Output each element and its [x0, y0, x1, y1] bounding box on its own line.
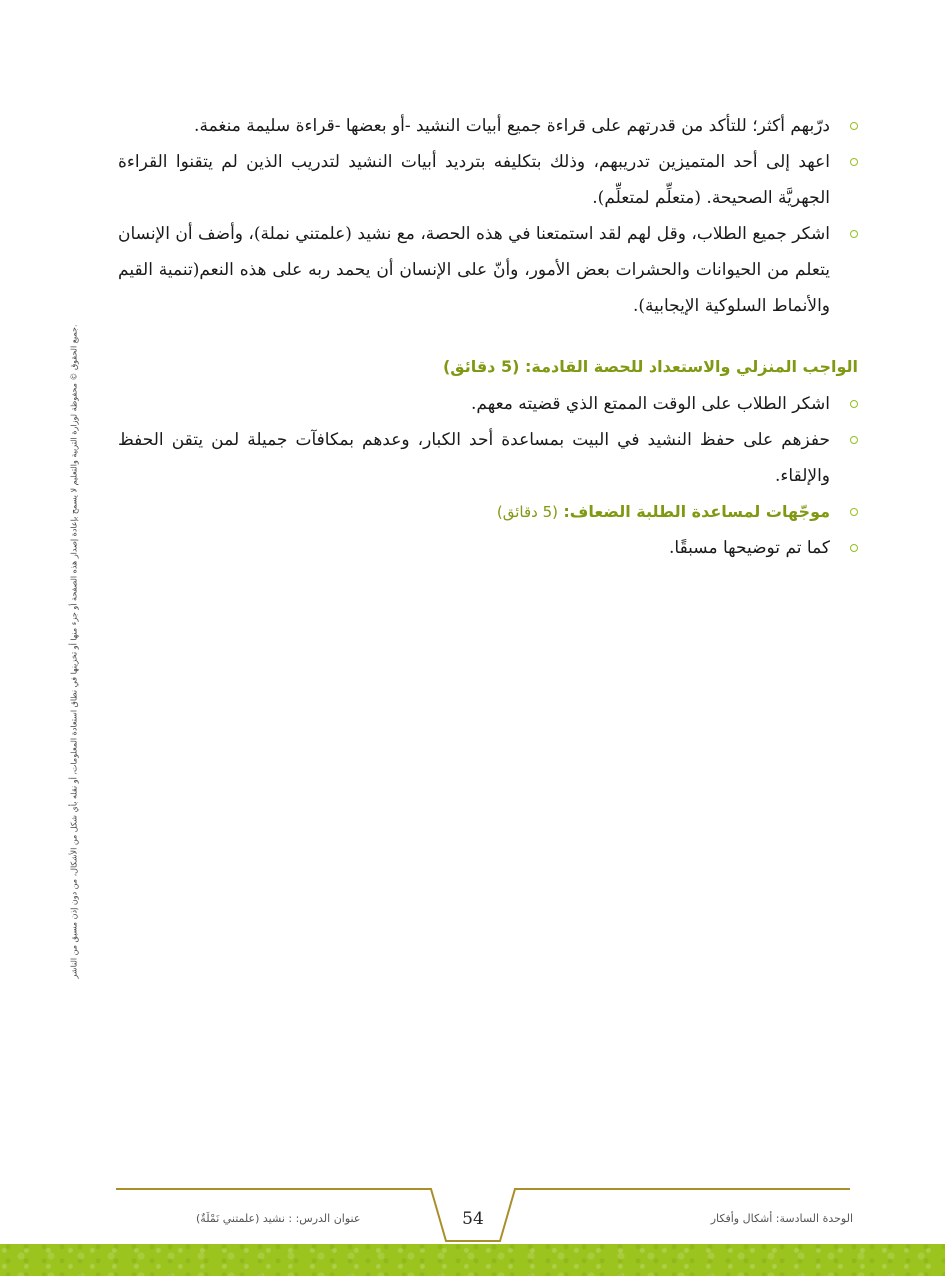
copyright-text: جميع الحقوق © محفوظة لوزارة التربية والتعليم لا يسمح بإعادة إصدار هذه الصفحة أو جزء منها أو تخزينها في نطاق استعادة المعلومات، أو نقله بأي شكل من الأشكال، من دون إذن مسبق من الناشر.: [69, 324, 79, 978]
homework-heading: الواجب المنزلي والاستعداد للحصة القادمة: (5 دقائق): [442, 357, 858, 376]
decorative-bottom-band: [0, 1244, 945, 1276]
unit-title: الوحدة السادسة: أشكال وأفكار: [710, 1212, 853, 1225]
weak-students-heading: موجّهات لمساعدة الطلبة الضعاف: (5 دقائق): [118, 494, 858, 530]
page-number: 54: [462, 1209, 484, 1229]
list-item: حفزهم على حفظ النشيد في البيت بمساعدة أحد الكبار، وعدهم بمكافآت جميلة لمن يتقن الحفظ والإلقاء.: [118, 422, 858, 494]
list-item: كما تم توضيحها مسبقًا.: [118, 530, 858, 566]
list-item: اشكر الطلاب على الوقت الممتع الذي قضيته معهم.: [118, 386, 858, 422]
lesson-title: عنوان الدرس: : نشيد (علمتني نَمْلَةٌ): [196, 1212, 361, 1225]
list-item: اشكر جميع الطلاب، وقل لهم لقد استمتعنا في هذه الحصة، مع نشيد (علمتني نملة)، وأضف أن الإنسان يتعلم من الحيوانات والحشرات بعض الأمور، وأنّ على الإنسان أن يحمد ربه على هذه النعم(تنمية القيم والأنماط السلوكية الإيجابية).: [118, 216, 858, 324]
list-item: درّبهم أكثر؛ للتأكد من قدرتهم على قراءة جميع أبيات النشيد -أو بعضها -قراءة سليمة منغمة.: [118, 108, 858, 144]
list-item: اعهد إلى أحد المتميزين تدريبهم، وذلك بتكليفه بترديد أبيات النشيد لتدريب الذين لم يتقنوا القراءة الجهريَّة الصحيحة. (متعلِّم لمتعلِّم).: [118, 144, 858, 216]
